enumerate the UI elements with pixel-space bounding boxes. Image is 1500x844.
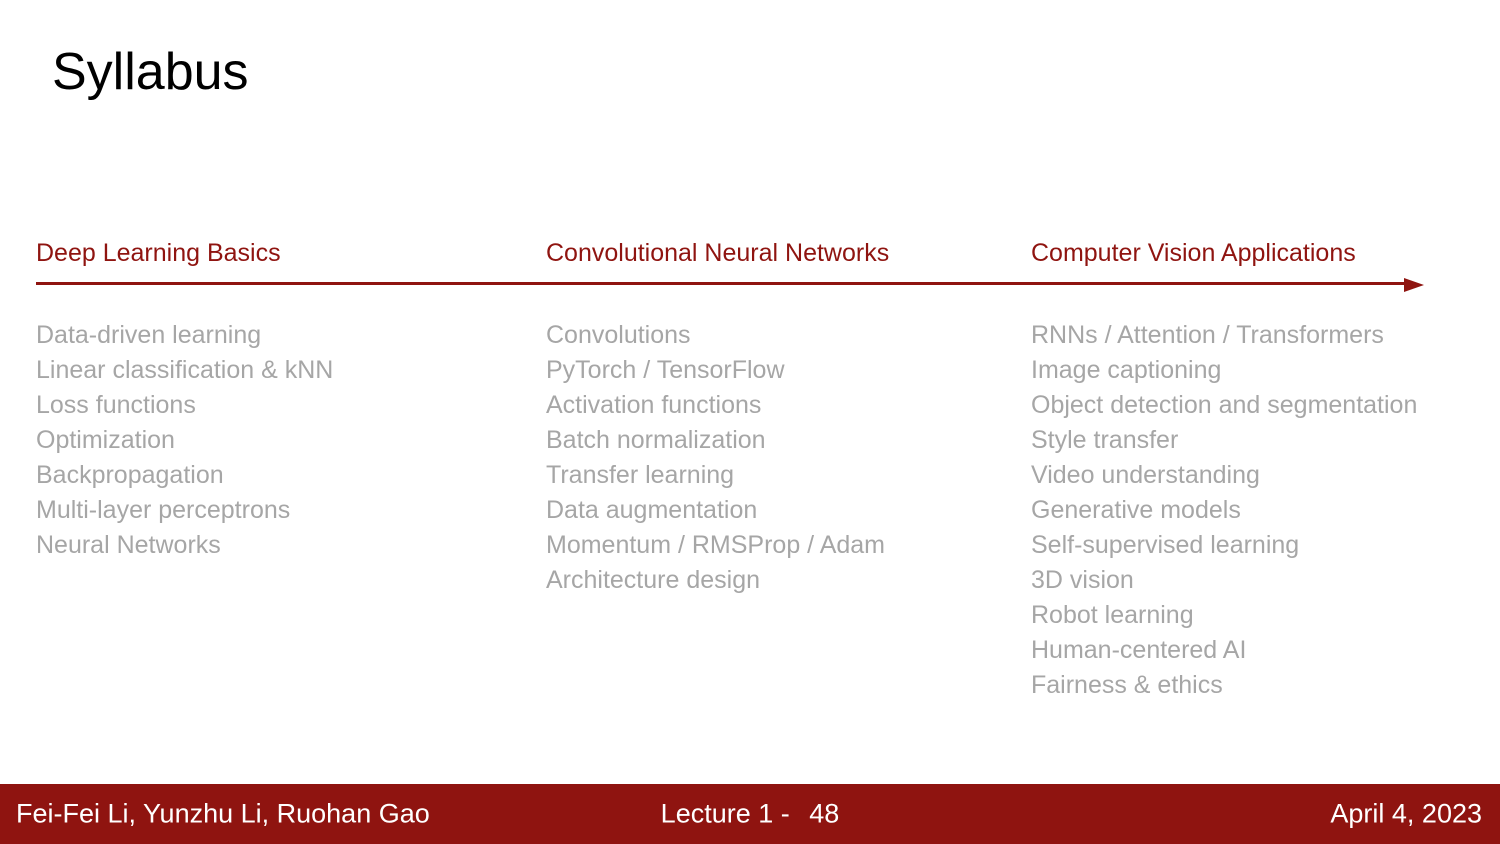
list-item: Linear classification & kNN [36,356,334,384]
footer-lecture-label: Lecture 1 - [660,798,790,829]
list-item: Momentum / RMSProp / Adam [546,531,886,559]
list-item: Convolutions [546,321,691,349]
arrow-bar [36,282,1406,285]
list-item: Image captioning [1031,356,1222,384]
column-item-list [1031,318,1500,703]
column-item-list [36,318,516,563]
list-item: Self-supervised learning [1031,531,1300,559]
list-item: Generative models [1031,496,1241,524]
column-heading: Deep Learning Basics [36,239,281,267]
list-item: Video understanding [1031,461,1260,489]
list-item: Neural Networks [36,531,221,559]
syllabus-column-computer-vision-applications [1031,238,1500,699]
footer-lecture [0,799,1500,830]
list-item: Architecture design [546,566,761,594]
page-title: Syllabus [52,43,249,101]
list-item: Robot learning [1031,601,1194,629]
list-item: Data-driven learning [36,321,262,349]
footer-slide-number: 48 [809,798,840,829]
list-item: Fairness & ethics [1031,671,1223,699]
list-item: RNNs / Attention / Transformers [1031,321,1384,349]
syllabus-column-convolutional-neural-networks [546,238,1026,594]
list-item: Loss functions [36,391,196,419]
list-item: 3D vision [1031,566,1134,594]
list-item: Multi-layer perceptrons [36,496,291,524]
progression-arrow-icon [36,278,1424,292]
column-heading: Convolutional Neural Networks [546,239,890,267]
column-item-list [546,318,1026,598]
list-item: Human-centered AI [1031,636,1247,664]
list-item: Backpropagation [36,461,224,489]
footer-authors: Fei-Fei Li, Yunzhu Li, Ruohan Gao [16,798,430,829]
slide-footer [0,784,1500,844]
list-item: Batch normalization [546,426,766,454]
list-item: Data augmentation [546,496,758,524]
column-heading: Computer Vision Applications [1031,239,1356,267]
list-item: Object detection and segmentation [1031,391,1418,419]
list-item: Transfer learning [546,461,735,489]
list-item: Activation functions [546,391,762,419]
list-item: Style transfer [1031,426,1179,454]
arrow-head [1404,278,1424,292]
list-item: Optimization [36,426,175,454]
footer-date: April 4, 2023 [1330,798,1482,829]
list-item: PyTorch / TensorFlow [546,356,785,384]
syllabus-column-deep-learning-basics [36,238,516,559]
